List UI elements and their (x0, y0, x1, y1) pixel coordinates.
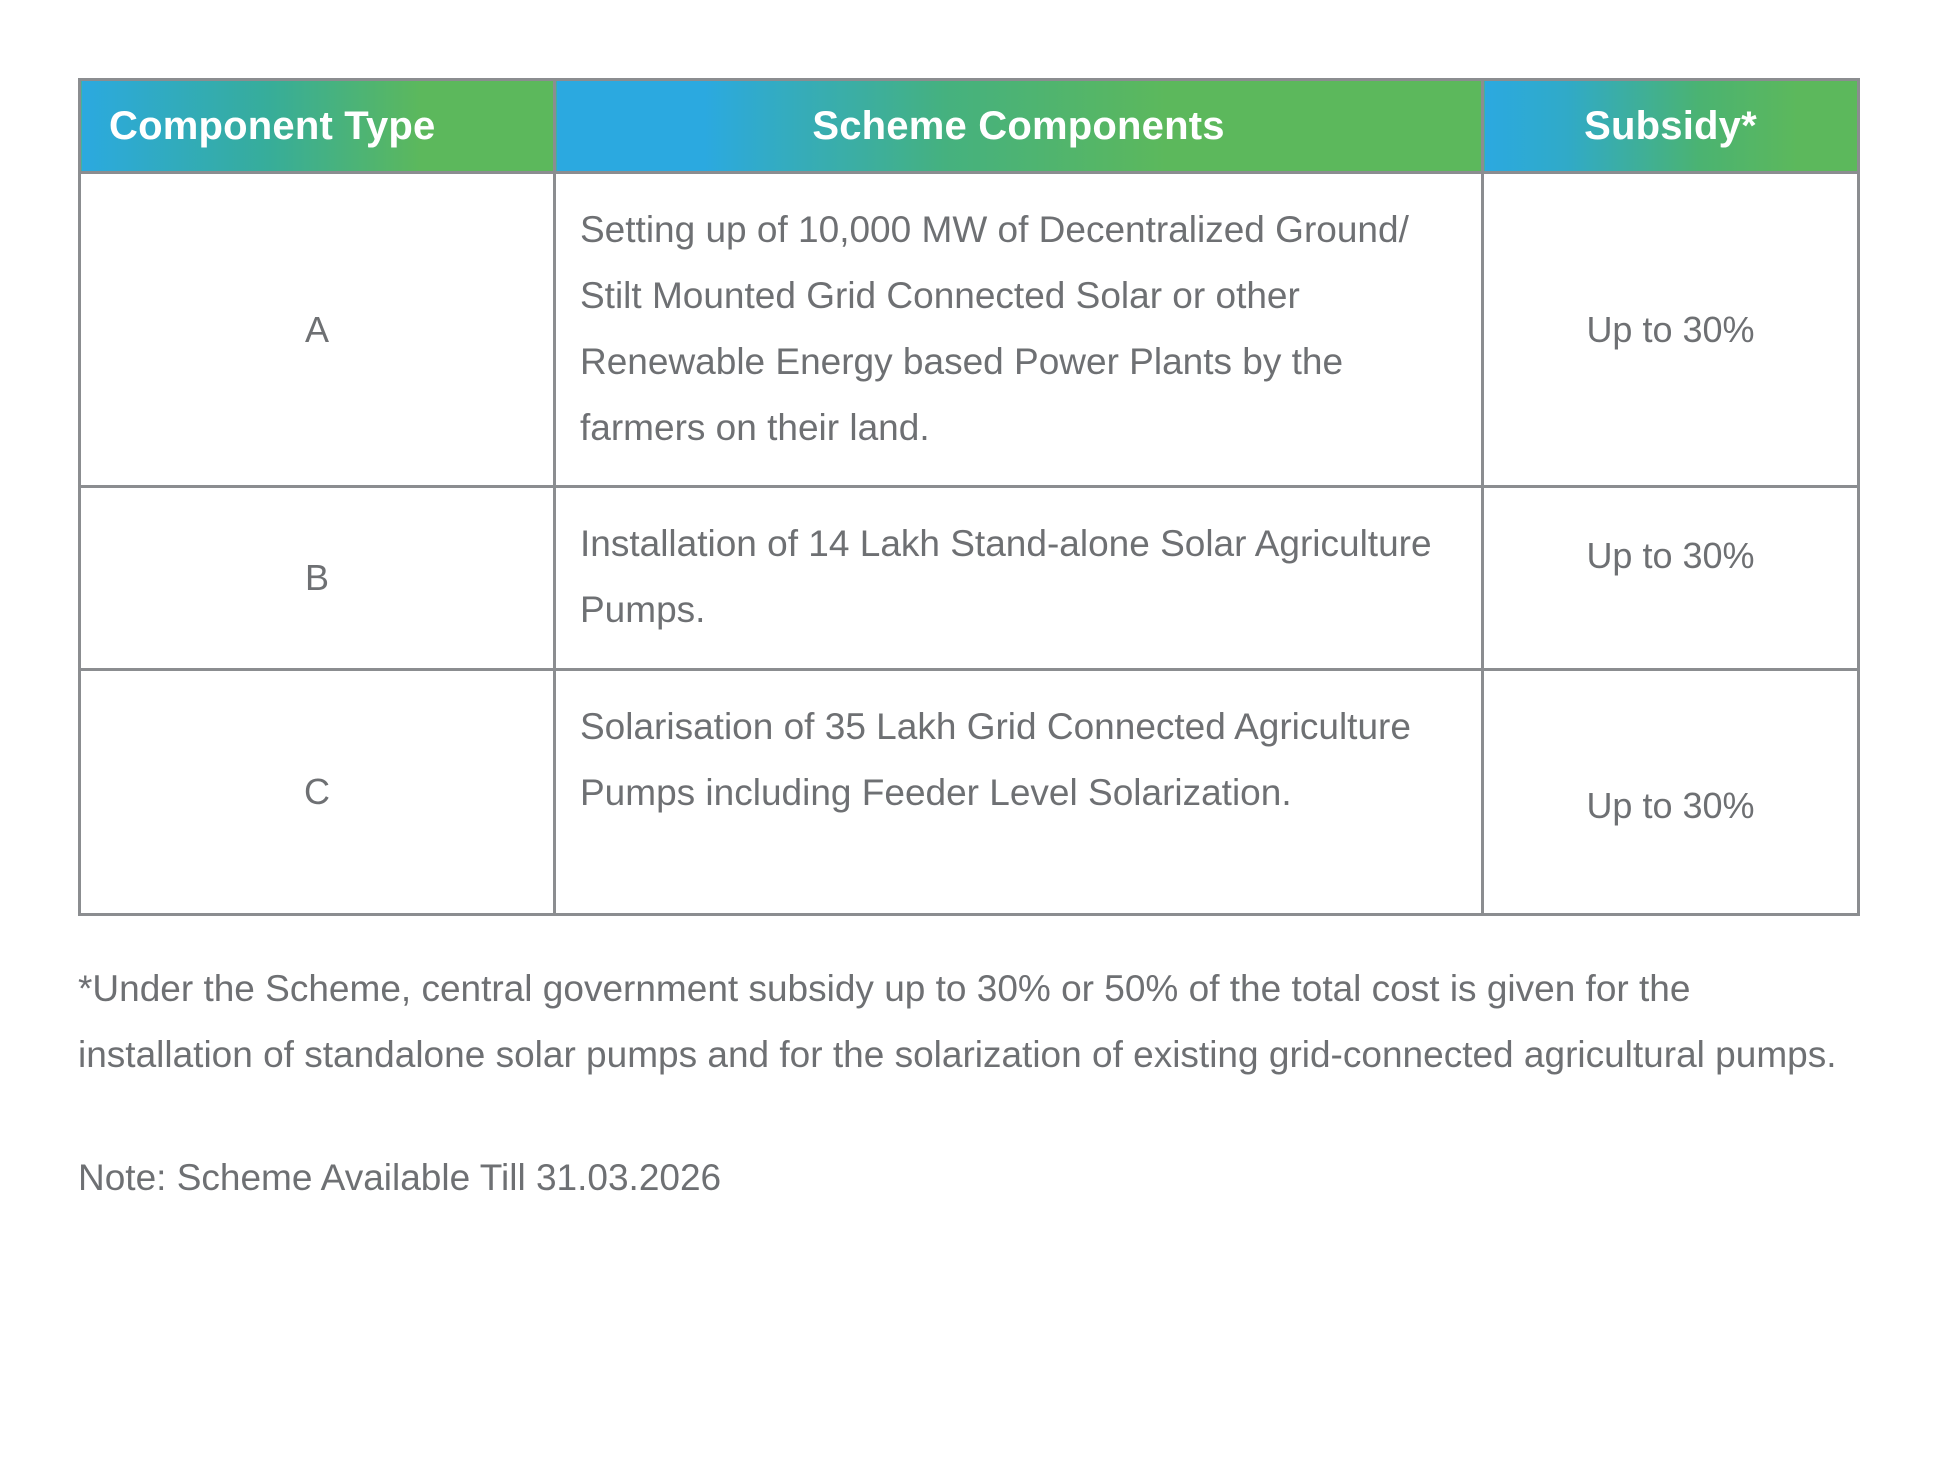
cell-component-type: A (80, 173, 555, 487)
table-body (80, 173, 1859, 915)
cell-subsidy: Up to 30% (1483, 670, 1859, 915)
scheme-validity-note: Note: Scheme Available Till 31.03.2026 (78, 1156, 722, 1198)
cell-subsidy: Up to 30% (1483, 487, 1859, 670)
column-header-scheme-components: Scheme Components (555, 80, 1483, 173)
subsidy-footnote: *Under the Scheme, central government subsidy up to 30% or 50% of the total cost is given for the installation of standalone solar pumps and for the solarization of existing grid-connected agricultural pumps. (78, 968, 1837, 1076)
cell-scheme-component: Setting up of 10,000 MW of Decentralized Ground/ Stilt Mounted Grid Connected Solar or other Renewable Energy based Power Plants by the farmers on their land. (555, 173, 1483, 487)
column-header-subsidy: Subsidy* (1483, 80, 1859, 173)
table-row (80, 670, 1859, 915)
cell-component-type: C (80, 670, 555, 915)
table-header-row (80, 80, 1859, 173)
cell-component-type: B (80, 487, 555, 670)
cell-subsidy: Up to 30% (1483, 173, 1859, 487)
table-header (80, 80, 1859, 173)
table-row (80, 487, 1859, 670)
scheme-components-table (78, 78, 1860, 916)
table-row (80, 173, 1859, 487)
column-header-component-type: Component Type (80, 80, 555, 173)
cell-scheme-component: Solarisation of 35 Lakh Grid Connected Agriculture Pumps including Feeder Level Solarization. (555, 670, 1483, 915)
cell-scheme-component: Installation of 14 Lakh Stand-alone Solar Agriculture Pumps. (555, 487, 1483, 670)
